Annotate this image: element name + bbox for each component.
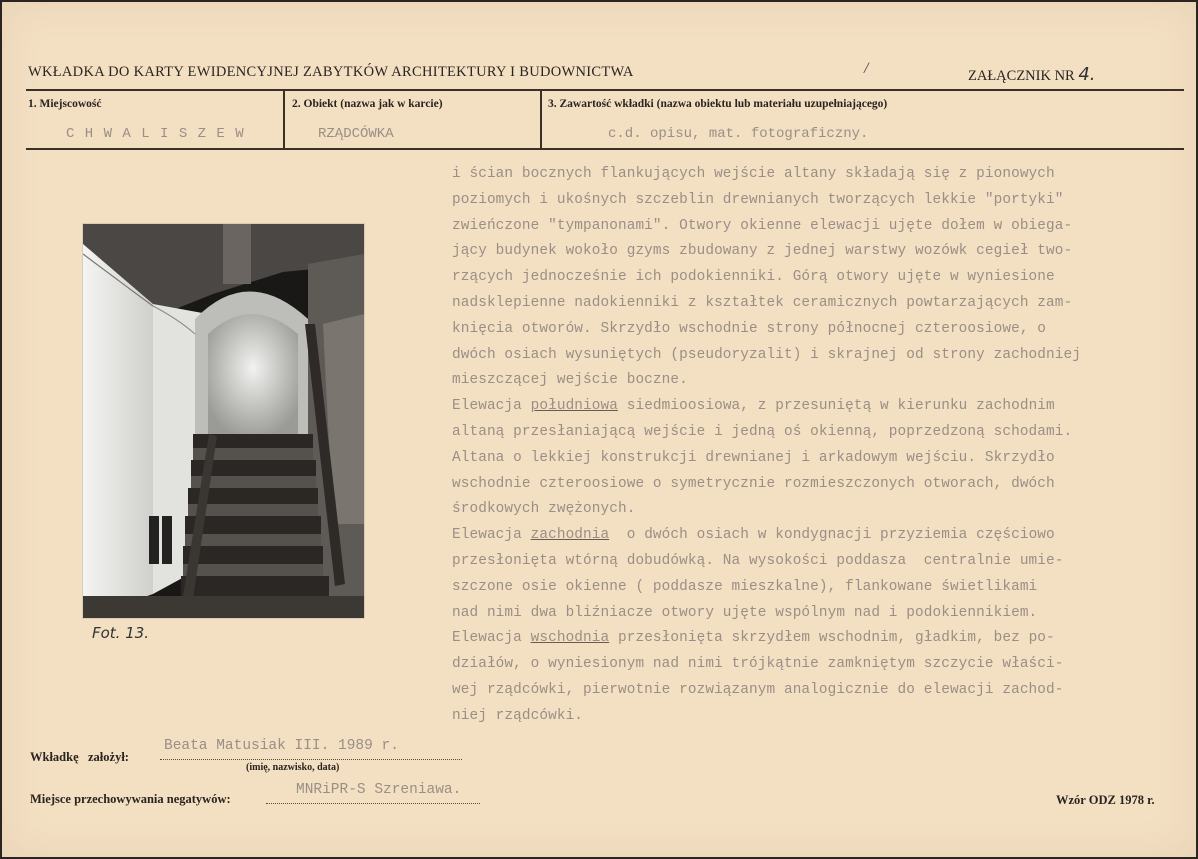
- form-reference: Wzór ODZ 1978 r.: [1056, 793, 1155, 807]
- text-line-end: siedmioosiowa, z przesuniętą w kierunku zachodnim: [617, 398, 1055, 415]
- text-line-start: Elewacja: [452, 527, 531, 544]
- founder-label: Wkładkę założył:: [30, 750, 129, 764]
- underlined-word: zachodnia: [530, 527, 610, 544]
- column-divider: [283, 91, 285, 149]
- underlined-word: południowa: [530, 398, 618, 415]
- underlined-word: wschodnia: [530, 630, 610, 647]
- card-title: WKŁADKA DO KARTY EWIDENCYJNEJ ZABYTKÓW ARCHITEKTURY I BUDOWNICTWA: [28, 64, 634, 80]
- text-line: jący budynek wokoło gzyms zbudowany z jednej warstwy wozówk cegieł two-: [452, 243, 1073, 260]
- text-line-start: Elewacja: [452, 398, 531, 415]
- text-line-end: przesłonięta skrzydłem wschodnim, gładkim, bez po-: [609, 630, 1055, 647]
- text-line: knięcia otworów. Skrzydło wschodnie strony północnej czteroosiowe, o: [452, 320, 1047, 337]
- object-value: RZĄDCÓWKA: [318, 126, 394, 142]
- negatives-label: Miejsce przechowywania negatywów:: [30, 792, 231, 806]
- annex-label-text: ZAŁĄCZNIK NR: [968, 68, 1075, 84]
- negatives-dotted-line: [266, 803, 480, 804]
- locality-value: C H W A L I S Z E W: [66, 126, 245, 142]
- founder-hint: (imię, nazwisko, data): [246, 762, 340, 773]
- text-line: dwóch osiach wysuniętych (pseudoryzalit) i skrajnej od strony zachodniej: [452, 346, 1081, 363]
- text-line: Altana o lekkiej konstrukcji drewnianej i arkadowym wejściu. Skrzydło: [452, 449, 1055, 466]
- photo-caption: Fot. 13.: [92, 624, 150, 642]
- text-line: rzących jednocześnie ich podokienniki. Górą otwory ujęte w wyniesione: [452, 269, 1055, 286]
- text-line-start: Elewacja: [452, 630, 531, 647]
- text-line: nad nimi dwa bliźniacze otwory ujęte wspólnym nad i podokiennikiem.: [452, 604, 1038, 621]
- text-line: mieszczącej wejście boczne.: [452, 372, 688, 389]
- header-rule: [26, 89, 1184, 91]
- column-label-contents: 3. Zawartość wkładki (nazwa obiektu lub materiału uzupełniającego): [548, 98, 888, 110]
- text-line: wej rządcówki, pierwotnie rozwiązanym analogicznie do elewacji zachod-: [452, 681, 1064, 698]
- column-label-locality: 1. Miejscowość: [28, 98, 102, 110]
- text-line: niej rządcówki.: [452, 707, 584, 724]
- text-line: szczone osie okienne ( poddasze mieszkalne), flankowane świetlikami: [452, 578, 1038, 595]
- contents-value: c.d. opisu, mat. fotograficzny.: [608, 126, 869, 142]
- text-line: wschodnie czteroosiowe o symetrycznie rozmieszczonych otworach, dwóch: [452, 475, 1055, 492]
- fields-rule: [26, 148, 1184, 150]
- text-line: działów, o wyniesionym nad nimi trójkątnie zamkniętym szczycie właści-: [452, 656, 1064, 673]
- record-card: [2, 2, 1196, 857]
- text-line: poziomych i ukośnych szczeblin drewnianych tworzących lekkie "portyki": [452, 191, 1064, 208]
- description-text: [452, 162, 1182, 730]
- text-line: środkowych zwężonych.: [452, 501, 636, 518]
- column-divider: [540, 91, 542, 149]
- negatives-value: MNRiPR-S Szreniawa.: [296, 782, 462, 798]
- founder-value: Beata Matusiak III. 1989 r.: [164, 738, 399, 754]
- staircase-photo: [82, 223, 365, 619]
- annex-label: [968, 64, 1096, 85]
- text-line: i ścian bocznych flankujących wejście altany składają się z pionowych: [452, 166, 1055, 182]
- text-line: zwieńczone "tympanonami". Otwory okienne elewacji ujęte dołem w obiega-: [452, 217, 1073, 234]
- handwritten-slash: /: [864, 60, 869, 77]
- text-line: przesłonięta wtórną dobudówką. Na wysokości poddasza centralnie umie-: [452, 552, 1064, 569]
- founder-dotted-line: [160, 759, 462, 760]
- column-label-object: 2. Obiekt (nazwa jak w karcie): [292, 98, 443, 110]
- annex-number: 4.: [1078, 64, 1096, 85]
- text-line: altaną przesłaniającą wejście i jedną oś okienną, poprzedzoną schodami.: [452, 423, 1073, 440]
- text-line-end: o dwóch osiach w kondygnacji przyziemia częściowo: [609, 527, 1055, 544]
- text-line: nadsklepienne nadokienniki z kształtek ceramicznych powtarzających zam-: [452, 294, 1073, 311]
